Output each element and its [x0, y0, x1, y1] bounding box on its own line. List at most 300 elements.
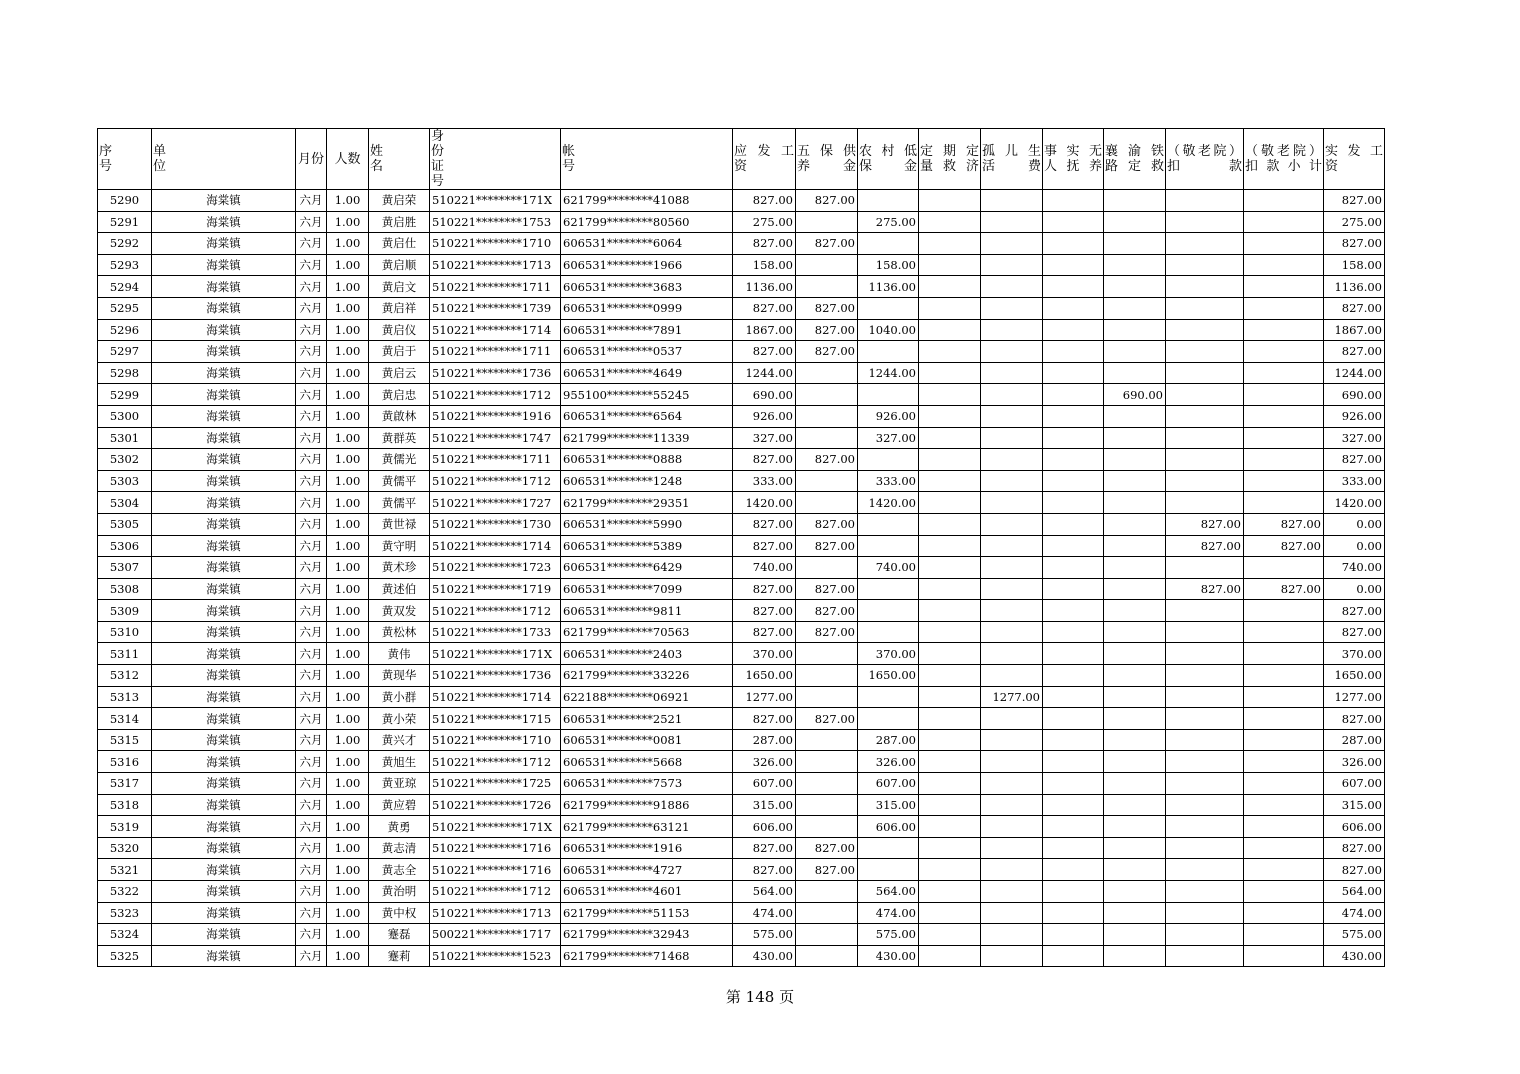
column-header-text: 农村低	[859, 144, 917, 159]
cell-month: 六月	[296, 276, 327, 298]
cell-account: 621799********41088	[561, 190, 733, 212]
cell-net-pay: 1136.00	[1324, 276, 1385, 298]
cell-id-number: 510221********1916	[430, 405, 561, 427]
column-header-text: （敬老院）	[1167, 144, 1242, 159]
cell-rural-dibao	[858, 190, 919, 212]
cell-unit: 海棠镇	[152, 492, 296, 514]
cell-periodic-relief	[919, 859, 981, 881]
cell-seq: 5314	[98, 708, 152, 730]
cell-de-facto-orphan	[1043, 384, 1104, 406]
cell-nursing-home-deduction-subtotal	[1244, 341, 1324, 363]
table-row	[98, 492, 1385, 514]
cell-name: 黄中权	[369, 902, 430, 924]
column-header-text: 人抚养	[1044, 159, 1102, 174]
cell-orphan-living	[981, 427, 1043, 449]
column-header-text: 扣款小计	[1245, 159, 1322, 174]
cell-month: 六月	[296, 297, 327, 319]
cell-rural-dibao	[858, 837, 919, 859]
cell-gross-pay: 827.00	[733, 600, 796, 622]
cell-orphan-living	[981, 190, 1043, 212]
cell-name: 黄儒光	[369, 449, 430, 471]
column-header-net-pay	[1324, 129, 1385, 190]
table-row	[98, 211, 1385, 233]
cell-seq: 5307	[98, 557, 152, 579]
cell-unit: 海棠镇	[152, 643, 296, 665]
cell-xiangyu-railway	[1104, 902, 1166, 924]
cell-unit: 海棠镇	[152, 686, 296, 708]
cell-gross-pay: 564.00	[733, 881, 796, 903]
cell-seq: 5324	[98, 924, 152, 946]
table-row	[98, 319, 1385, 341]
cell-headcount: 1.00	[327, 470, 369, 492]
cell-orphan-living	[981, 859, 1043, 881]
cell-rural-dibao: 275.00	[858, 211, 919, 233]
cell-name: 黄志清	[369, 837, 430, 859]
cell-month: 六月	[296, 578, 327, 600]
column-header-text: 单	[153, 144, 167, 159]
cell-de-facto-orphan	[1043, 297, 1104, 319]
cell-account: 621799********51153	[561, 902, 733, 924]
cell-headcount: 1.00	[327, 751, 369, 773]
cell-five-guarantee	[796, 729, 858, 751]
column-header-nursing-home-deduction-subtotal	[1244, 129, 1324, 190]
cell-five-guarantee	[796, 686, 858, 708]
cell-name: 黄现华	[369, 665, 430, 687]
table-body	[98, 190, 1385, 967]
cell-name: 蹇莉	[369, 945, 430, 967]
cell-de-facto-orphan	[1043, 686, 1104, 708]
table-row	[98, 621, 1385, 643]
column-header-text: 孤儿生	[982, 144, 1041, 159]
cell-xiangyu-railway	[1104, 427, 1166, 449]
cell-de-facto-orphan	[1043, 859, 1104, 881]
cell-id-number: 510221********1739	[430, 297, 561, 319]
cell-xiangyu-railway	[1104, 751, 1166, 773]
cell-id-number: 510221********1711	[430, 341, 561, 363]
cell-xiangyu-railway	[1104, 773, 1166, 795]
cell-id-number: 510221********1711	[430, 276, 561, 298]
cell-five-guarantee: 827.00	[796, 319, 858, 341]
cell-name: 黄小群	[369, 686, 430, 708]
cell-month: 六月	[296, 557, 327, 579]
cell-five-guarantee: 827.00	[796, 233, 858, 255]
table-row	[98, 233, 1385, 255]
cell-account: 621799********70563	[561, 621, 733, 643]
cell-rural-dibao: 1040.00	[858, 319, 919, 341]
cell-seq: 5316	[98, 751, 152, 773]
cell-id-number: 510221********1716	[430, 859, 561, 881]
cell-nursing-home-deduction	[1166, 686, 1244, 708]
column-header-text: 名	[370, 159, 384, 174]
cell-gross-pay: 315.00	[733, 794, 796, 816]
cell-rural-dibao: 1136.00	[858, 276, 919, 298]
cell-five-guarantee: 827.00	[796, 449, 858, 471]
cell-rural-dibao	[858, 686, 919, 708]
cell-unit: 海棠镇	[152, 945, 296, 967]
cell-month: 六月	[296, 362, 327, 384]
cell-de-facto-orphan	[1043, 643, 1104, 665]
cell-orphan-living	[981, 665, 1043, 687]
cell-unit: 海棠镇	[152, 773, 296, 795]
cell-name: 黄世禄	[369, 513, 430, 535]
cell-net-pay: 1867.00	[1324, 319, 1385, 341]
cell-month: 六月	[296, 708, 327, 730]
cell-unit: 海棠镇	[152, 902, 296, 924]
cell-rural-dibao: 287.00	[858, 729, 919, 751]
cell-seq: 5301	[98, 427, 152, 449]
cell-name: 黄亚琼	[369, 773, 430, 795]
table-row	[98, 773, 1385, 795]
table-row	[98, 384, 1385, 406]
column-header-text: 资	[1325, 159, 1339, 174]
cell-five-guarantee	[796, 816, 858, 838]
cell-nursing-home-deduction	[1166, 427, 1244, 449]
cell-headcount: 1.00	[327, 276, 369, 298]
cell-seq: 5296	[98, 319, 152, 341]
cell-id-number: 510221********1723	[430, 557, 561, 579]
cell-periodic-relief	[919, 621, 981, 643]
cell-name: 黄述伯	[369, 578, 430, 600]
cell-orphan-living	[981, 405, 1043, 427]
cell-headcount: 1.00	[327, 578, 369, 600]
table-row	[98, 794, 1385, 816]
cell-name: 黄术珍	[369, 557, 430, 579]
cell-account: 606531********1966	[561, 254, 733, 276]
cell-headcount: 1.00	[327, 665, 369, 687]
cell-nursing-home-deduction-subtotal	[1244, 816, 1324, 838]
cell-xiangyu-railway	[1104, 190, 1166, 212]
cell-id-number: 510221********1713	[430, 902, 561, 924]
cell-de-facto-orphan	[1043, 276, 1104, 298]
cell-net-pay: 575.00	[1324, 924, 1385, 946]
cell-month: 六月	[296, 794, 327, 816]
cell-nursing-home-deduction-subtotal	[1244, 319, 1324, 341]
cell-orphan-living	[981, 621, 1043, 643]
cell-month: 六月	[296, 384, 327, 406]
cell-name: 黄小荣	[369, 708, 430, 730]
cell-xiangyu-railway	[1104, 276, 1166, 298]
cell-nursing-home-deduction	[1166, 276, 1244, 298]
cell-gross-pay: 827.00	[733, 233, 796, 255]
column-header-text: 月份	[297, 151, 324, 167]
cell-id-number: 510221********1711	[430, 449, 561, 471]
cell-headcount: 1.00	[327, 492, 369, 514]
cell-seq: 5319	[98, 816, 152, 838]
cell-five-guarantee	[796, 211, 858, 233]
cell-nursing-home-deduction	[1166, 751, 1244, 773]
cell-five-guarantee: 827.00	[796, 341, 858, 363]
cell-nursing-home-deduction-subtotal	[1244, 297, 1324, 319]
cell-month: 六月	[296, 665, 327, 687]
cell-orphan-living	[981, 341, 1043, 363]
cell-five-guarantee	[796, 362, 858, 384]
cell-name: 黄启祥	[369, 297, 430, 319]
cell-headcount: 1.00	[327, 233, 369, 255]
page-number: 第 148 页	[725, 988, 795, 1006]
cell-month: 六月	[296, 427, 327, 449]
column-header-id-number	[430, 129, 561, 190]
cell-name: 黄启于	[369, 341, 430, 363]
cell-headcount: 1.00	[327, 773, 369, 795]
table-header-row	[98, 129, 1385, 190]
cell-gross-pay: 827.00	[733, 535, 796, 557]
table-row	[98, 665, 1385, 687]
cell-periodic-relief	[919, 794, 981, 816]
cell-headcount: 1.00	[327, 341, 369, 363]
cell-gross-pay: 1136.00	[733, 276, 796, 298]
cell-gross-pay: 1867.00	[733, 319, 796, 341]
column-header-text: 身	[431, 129, 445, 144]
cell-rural-dibao: 606.00	[858, 816, 919, 838]
cell-xiangyu-railway	[1104, 859, 1166, 881]
cell-account: 606531********5990	[561, 513, 733, 535]
cell-five-guarantee: 827.00	[796, 600, 858, 622]
cell-gross-pay: 1244.00	[733, 362, 796, 384]
cell-five-guarantee	[796, 902, 858, 924]
cell-unit: 海棠镇	[152, 621, 296, 643]
cell-rural-dibao	[858, 600, 919, 622]
table-row	[98, 902, 1385, 924]
cell-nursing-home-deduction-subtotal	[1244, 492, 1324, 514]
cell-periodic-relief	[919, 427, 981, 449]
cell-seq: 5317	[98, 773, 152, 795]
column-header-text: 五保供	[797, 144, 856, 159]
cell-nursing-home-deduction	[1166, 254, 1244, 276]
cell-account: 621799********32943	[561, 924, 733, 946]
cell-xiangyu-railway	[1104, 557, 1166, 579]
cell-gross-pay: 333.00	[733, 470, 796, 492]
cell-rural-dibao: 564.00	[858, 881, 919, 903]
cell-xiangyu-railway	[1104, 816, 1166, 838]
cell-periodic-relief	[919, 297, 981, 319]
cell-nursing-home-deduction	[1166, 405, 1244, 427]
cell-headcount: 1.00	[327, 513, 369, 535]
cell-xiangyu-railway	[1104, 708, 1166, 730]
cell-nursing-home-deduction	[1166, 773, 1244, 795]
cell-periodic-relief	[919, 254, 981, 276]
cell-month: 六月	[296, 513, 327, 535]
cell-de-facto-orphan	[1043, 729, 1104, 751]
cell-xiangyu-railway	[1104, 621, 1166, 643]
cell-rural-dibao: 1244.00	[858, 362, 919, 384]
cell-net-pay: 0.00	[1324, 535, 1385, 557]
cell-rural-dibao	[858, 297, 919, 319]
cell-name: 黄守明	[369, 535, 430, 557]
cell-periodic-relief	[919, 513, 981, 535]
cell-rural-dibao: 1420.00	[858, 492, 919, 514]
cell-unit: 海棠镇	[152, 816, 296, 838]
cell-five-guarantee	[796, 881, 858, 903]
column-header-text: 证	[431, 159, 445, 174]
cell-xiangyu-railway	[1104, 924, 1166, 946]
cell-unit: 海棠镇	[152, 557, 296, 579]
cell-de-facto-orphan	[1043, 945, 1104, 967]
cell-rural-dibao: 430.00	[858, 945, 919, 967]
table-row	[98, 297, 1385, 319]
cell-orphan-living	[981, 729, 1043, 751]
cell-nursing-home-deduction-subtotal: 827.00	[1244, 578, 1324, 600]
table-row	[98, 470, 1385, 492]
table-row	[98, 643, 1385, 665]
cell-nursing-home-deduction	[1166, 492, 1244, 514]
cell-month: 六月	[296, 319, 327, 341]
cell-xiangyu-railway	[1104, 665, 1166, 687]
cell-nursing-home-deduction-subtotal	[1244, 643, 1324, 665]
cell-unit: 海棠镇	[152, 341, 296, 363]
cell-periodic-relief	[919, 708, 981, 730]
cell-month: 六月	[296, 751, 327, 773]
cell-unit: 海棠镇	[152, 319, 296, 341]
column-header-xiangyu-railway	[1104, 129, 1166, 190]
cell-net-pay: 740.00	[1324, 557, 1385, 579]
cell-account: 606531********9811	[561, 600, 733, 622]
cell-rural-dibao	[858, 708, 919, 730]
cell-net-pay: 326.00	[1324, 751, 1385, 773]
cell-month: 六月	[296, 859, 327, 881]
cell-net-pay: 690.00	[1324, 384, 1385, 406]
cell-headcount: 1.00	[327, 837, 369, 859]
cell-gross-pay: 327.00	[733, 427, 796, 449]
cell-headcount: 1.00	[327, 405, 369, 427]
column-header-text: 事实无	[1044, 144, 1102, 159]
cell-unit: 海棠镇	[152, 211, 296, 233]
cell-rural-dibao: 370.00	[858, 643, 919, 665]
cell-seq: 5303	[98, 470, 152, 492]
cell-periodic-relief	[919, 211, 981, 233]
cell-net-pay: 370.00	[1324, 643, 1385, 665]
cell-net-pay: 158.00	[1324, 254, 1385, 276]
cell-headcount: 1.00	[327, 924, 369, 946]
cell-account: 622188********06921	[561, 686, 733, 708]
column-header-text: 养金	[797, 159, 856, 174]
cell-gross-pay: 827.00	[733, 708, 796, 730]
cell-month: 六月	[296, 600, 327, 622]
cell-nursing-home-deduction-subtotal	[1244, 254, 1324, 276]
cell-rural-dibao	[858, 859, 919, 881]
cell-nursing-home-deduction	[1166, 902, 1244, 924]
cell-id-number: 510221********1716	[430, 837, 561, 859]
cell-xiangyu-railway	[1104, 513, 1166, 535]
cell-seq: 5294	[98, 276, 152, 298]
cell-month: 六月	[296, 492, 327, 514]
cell-seq: 5318	[98, 794, 152, 816]
cell-nursing-home-deduction	[1166, 384, 1244, 406]
column-header-text: 活费	[982, 159, 1041, 174]
column-header-name	[369, 129, 430, 190]
cell-gross-pay: 827.00	[733, 449, 796, 471]
cell-gross-pay: 740.00	[733, 557, 796, 579]
cell-orphan-living	[981, 513, 1043, 535]
cell-de-facto-orphan	[1043, 751, 1104, 773]
cell-seq: 5297	[98, 341, 152, 363]
cell-name: 黄志全	[369, 859, 430, 881]
cell-name: 黄松林	[369, 621, 430, 643]
cell-headcount: 1.00	[327, 729, 369, 751]
column-header-account	[561, 129, 733, 190]
cell-nursing-home-deduction-subtotal	[1244, 600, 1324, 622]
cell-orphan-living	[981, 708, 1043, 730]
cell-five-guarantee	[796, 945, 858, 967]
cell-net-pay: 827.00	[1324, 600, 1385, 622]
cell-net-pay: 827.00	[1324, 297, 1385, 319]
cell-nursing-home-deduction-subtotal	[1244, 557, 1324, 579]
cell-unit: 海棠镇	[152, 513, 296, 535]
cell-id-number: 510221********1719	[430, 578, 561, 600]
cell-xiangyu-railway	[1104, 578, 1166, 600]
cell-nursing-home-deduction-subtotal	[1244, 773, 1324, 795]
cell-month: 六月	[296, 924, 327, 946]
cell-seq: 5315	[98, 729, 152, 751]
cell-de-facto-orphan	[1043, 492, 1104, 514]
cell-account: 606531********4601	[561, 881, 733, 903]
column-header-text: 实发工	[1325, 144, 1383, 159]
cell-unit: 海棠镇	[152, 470, 296, 492]
cell-account: 606531********0888	[561, 449, 733, 471]
cell-net-pay: 827.00	[1324, 708, 1385, 730]
cell-de-facto-orphan	[1043, 621, 1104, 643]
cell-xiangyu-railway	[1104, 211, 1166, 233]
cell-periodic-relief	[919, 751, 981, 773]
cell-five-guarantee	[796, 384, 858, 406]
cell-rural-dibao	[858, 233, 919, 255]
cell-orphan-living	[981, 535, 1043, 557]
column-header-orphan-living	[981, 129, 1043, 190]
cell-account: 606531********2403	[561, 643, 733, 665]
cell-seq: 5325	[98, 945, 152, 967]
cell-seq: 5290	[98, 190, 152, 212]
cell-gross-pay: 827.00	[733, 621, 796, 643]
cell-xiangyu-railway	[1104, 233, 1166, 255]
cell-orphan-living	[981, 643, 1043, 665]
cell-de-facto-orphan	[1043, 449, 1104, 471]
cell-net-pay: 926.00	[1324, 405, 1385, 427]
cell-name: 黄勇	[369, 816, 430, 838]
cell-month: 六月	[296, 686, 327, 708]
cell-account: 621799********11339	[561, 427, 733, 449]
cell-month: 六月	[296, 470, 327, 492]
cell-nursing-home-deduction-subtotal	[1244, 405, 1324, 427]
cell-five-guarantee	[796, 773, 858, 795]
cell-seq: 5320	[98, 837, 152, 859]
cell-nursing-home-deduction	[1166, 816, 1244, 838]
cell-month: 六月	[296, 621, 327, 643]
table-row	[98, 578, 1385, 600]
cell-gross-pay: 430.00	[733, 945, 796, 967]
cell-id-number: 510221********1713	[430, 254, 561, 276]
cell-de-facto-orphan	[1043, 427, 1104, 449]
cell-nursing-home-deduction: 827.00	[1166, 513, 1244, 535]
cell-month: 六月	[296, 643, 327, 665]
cell-id-number: 510221********1747	[430, 427, 561, 449]
cell-orphan-living	[981, 837, 1043, 859]
cell-nursing-home-deduction	[1166, 233, 1244, 255]
table-row	[98, 600, 1385, 622]
cell-unit: 海棠镇	[152, 665, 296, 687]
cell-xiangyu-railway	[1104, 297, 1166, 319]
cell-orphan-living	[981, 881, 1043, 903]
cell-month: 六月	[296, 816, 327, 838]
cell-id-number: 510221********1714	[430, 535, 561, 557]
cell-orphan-living	[981, 470, 1043, 492]
cell-id-number: 510221********1712	[430, 881, 561, 903]
cell-headcount: 1.00	[327, 708, 369, 730]
cell-name: 黄儒平	[369, 470, 430, 492]
cell-orphan-living	[981, 902, 1043, 924]
column-header-nursing-home-deduction	[1166, 129, 1244, 190]
cell-name: 黄兴才	[369, 729, 430, 751]
cell-account: 606531********7573	[561, 773, 733, 795]
cell-xiangyu-railway	[1104, 535, 1166, 557]
